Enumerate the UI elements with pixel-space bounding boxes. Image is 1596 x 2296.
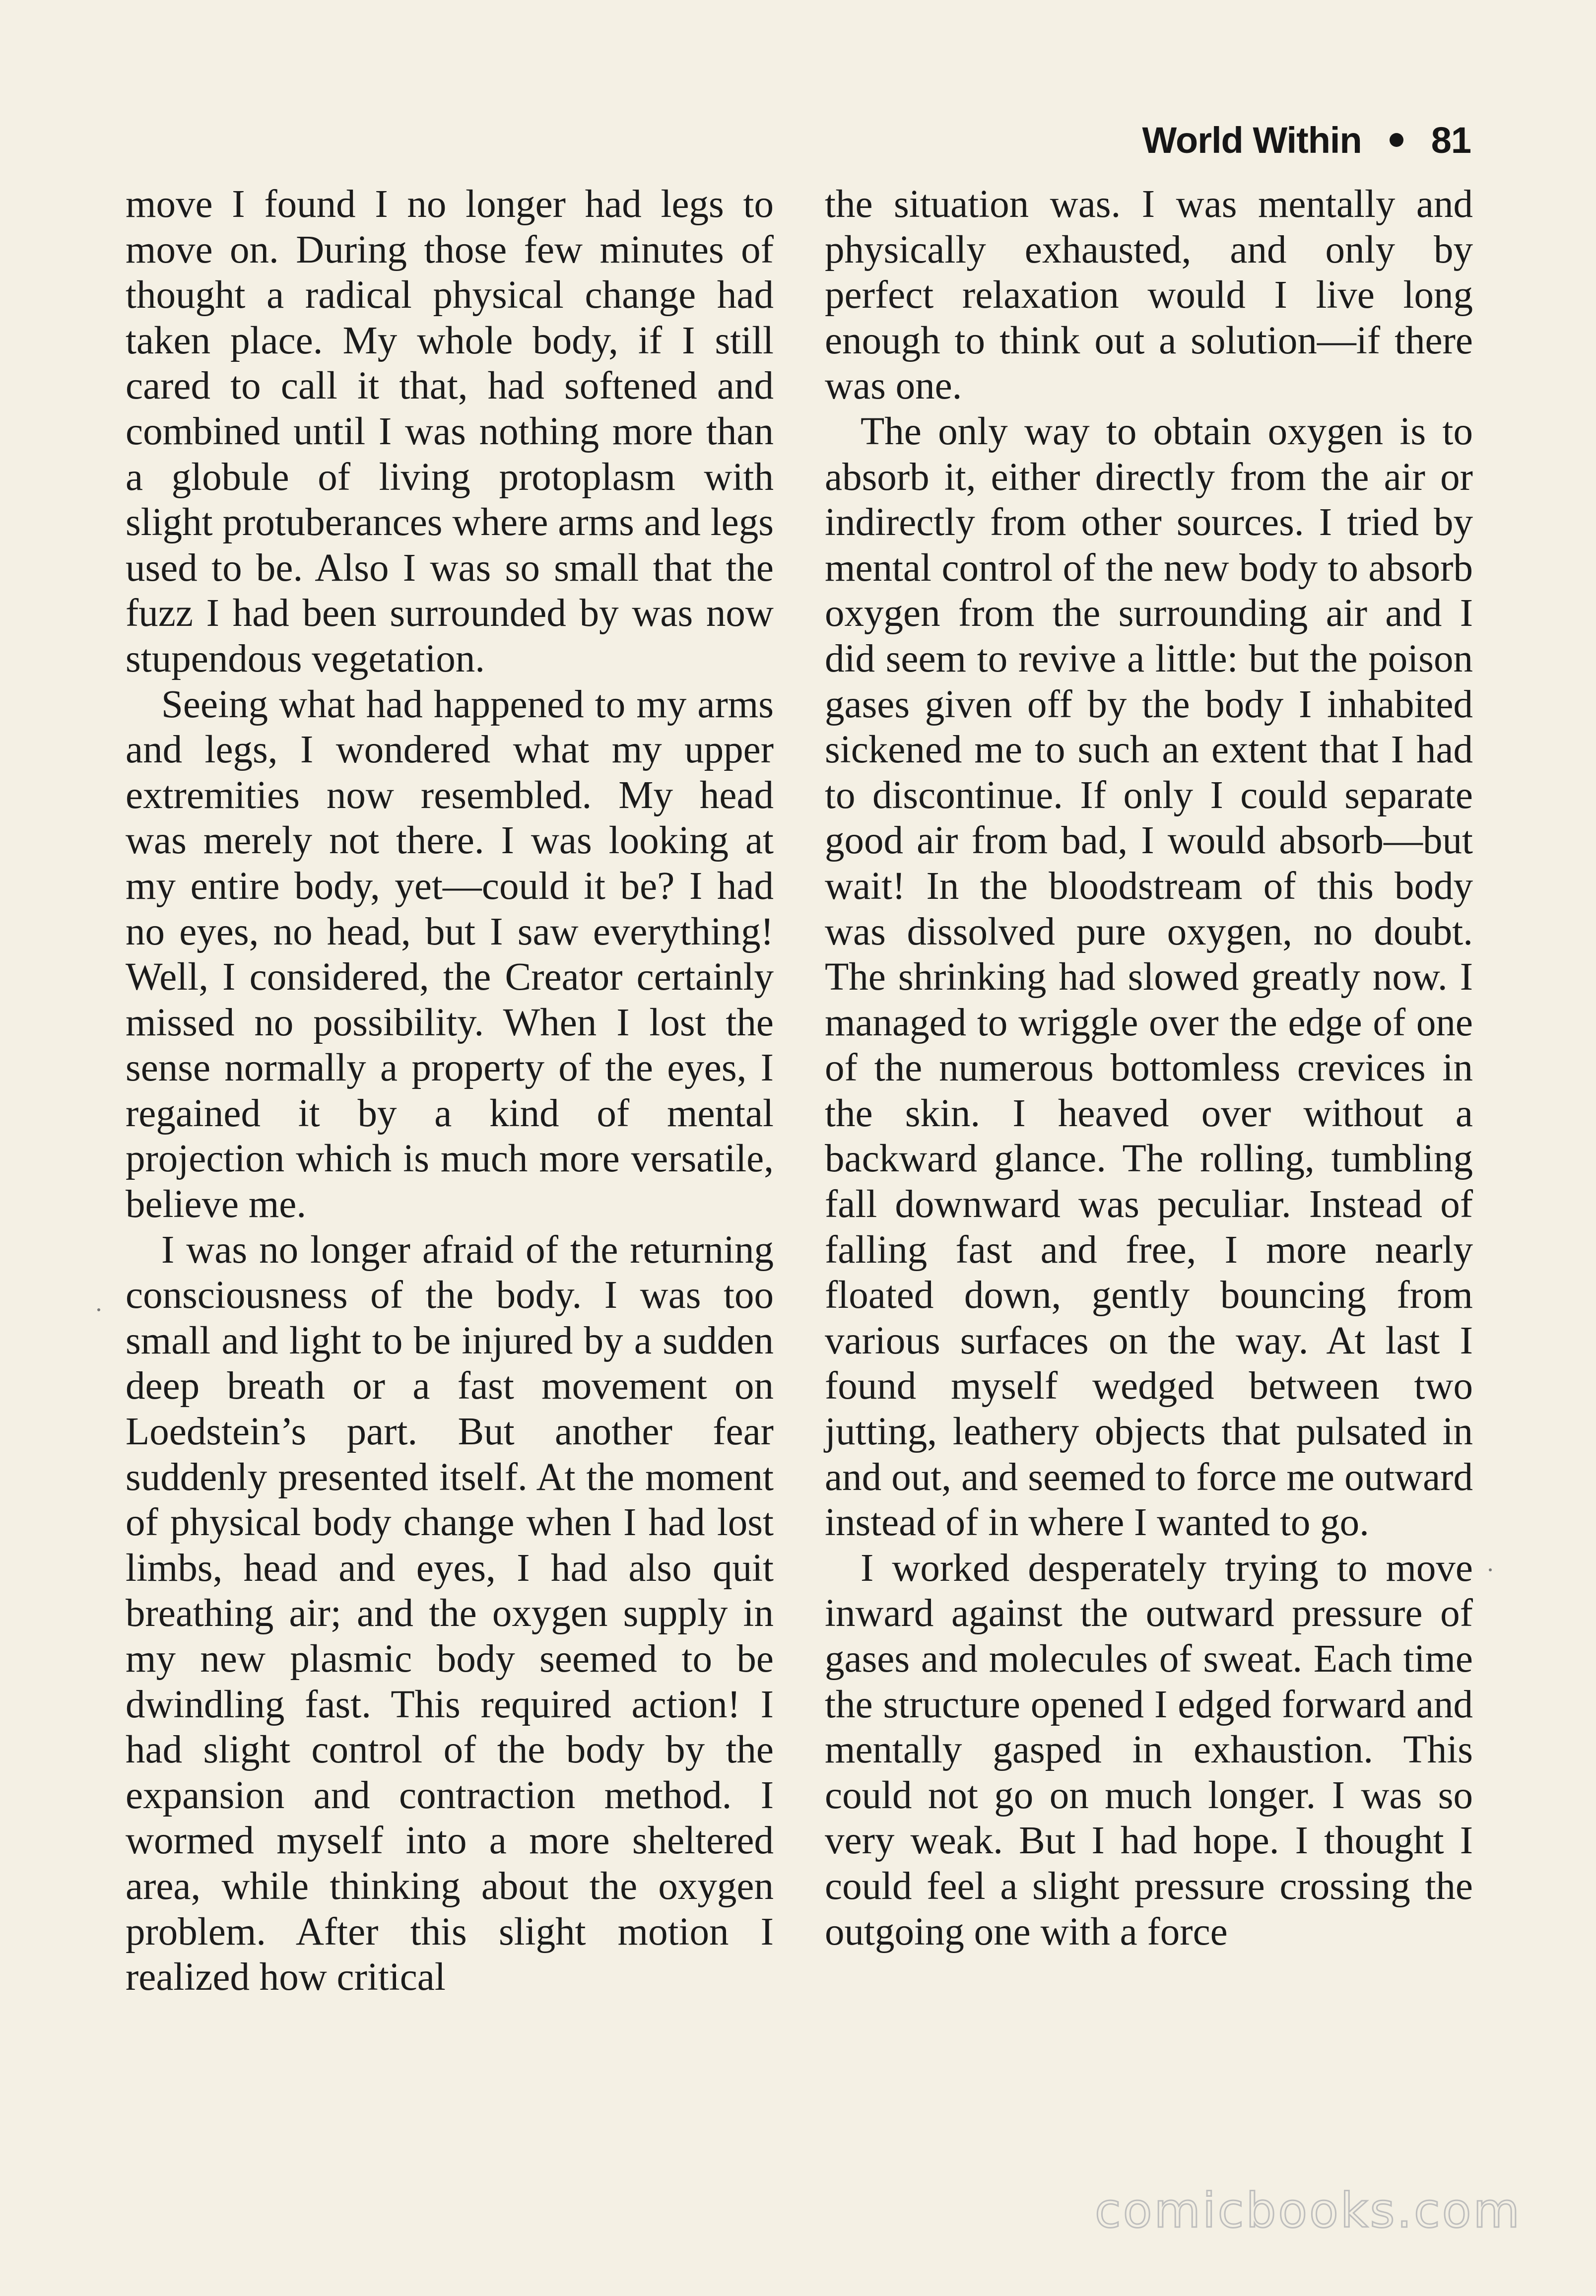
paragraph: The only way to obtain oxygen is to absorb it, either directly from the air or indirectly from other sources. I tried by mental control of the new body to absorb oxygen from the surrounding air and I did seem to revive a little: but the poison gases given off by the body I inhabited sickened me to such an extent that I had to discontinue. If only I could separate good air from bad, I would absorb—but wait! In the bloodstream of this body was dissolved pure oxygen, no doubt. The shrinking had slowed greatly now. I managed to wriggle over the edge of one of the numerous bottomless crevices in the skin. I heaved over without a backward glance. The rolling, tumbling fall downward was peculiar. Instead of falling fast and free, I more nearly floated down, gently bouncing from various surfaces on the way. At last I found myself wedged between two jutting, leathery objects that pulsated in and out, and seemed to force me outward instead of in where I wanted to go.	[825, 409, 1473, 1545]
page-number: 81	[1431, 119, 1471, 161]
paper-speck	[97, 1308, 100, 1311]
watermark-logo: comicbooks.com	[1094, 2183, 1522, 2238]
left-column	[126, 182, 774, 2000]
paragraph: the situation was. I was mentally and physically exhausted, and only by perfect relaxation would I live long enough to think out a solution—if there was one.	[825, 183, 1473, 408]
bullet-icon	[1390, 133, 1403, 147]
paragraph: move I found I no longer had legs to move on. During those few minutes of thought a radical physical change had taken place. My whole body, if I still cared to call it that, had softened and combined until I was nothing more than a globule of living protoplasm with slight protuberances where arms and legs used to be. Also I was so small that the fuzz I had been surrounded by was now stupendous vegetation.	[126, 183, 774, 680]
running-head-title: World Within	[1142, 119, 1362, 161]
paragraph: Seeing what had happened to my arms and legs, I wondered what my upper extremities now resembled. My head was merely not there. I was looking at my entire body, yet—could it be? I had no eyes, no head, but I saw everything! Well, I considered, the Creator certainly missed no possibility. When I lost the sense normally a property of the eyes, I regained it by a kind of mental projection which is much more versatile, believe me.	[126, 682, 774, 1226]
right-column	[825, 182, 1473, 1955]
paragraph: I worked desperately trying to move inward against the outward pressure of gases and molecules of sweat. Each time the structure opened I edged forward and mentally gasped in exhaustion. This could not go on much longer. I was so very weak. But I had hope. I thought I could feel a slight pressure crossing the outgoing one with a force	[825, 1546, 1473, 1954]
paragraph: I was no longer afraid of the returning consciousness of the body. I was too small and light to be injured by a sudden deep breath or a fast movement on Loedstein’s part. But another fear suddenly presented itself. At the moment of physical body change when I had lost limbs, head and eyes, I had also quit breathing air; and the oxygen supply in my new plasmic body seemed to be dwindling fast. This required action! I had slight control of the body by the expansion and contraction method. I wormed myself into a more sheltered area, while thinking about the oxygen problem. After this slight motion I realized how critical	[126, 1228, 774, 1999]
running-head	[1142, 115, 1471, 165]
paper-speck	[1489, 1568, 1492, 1571]
